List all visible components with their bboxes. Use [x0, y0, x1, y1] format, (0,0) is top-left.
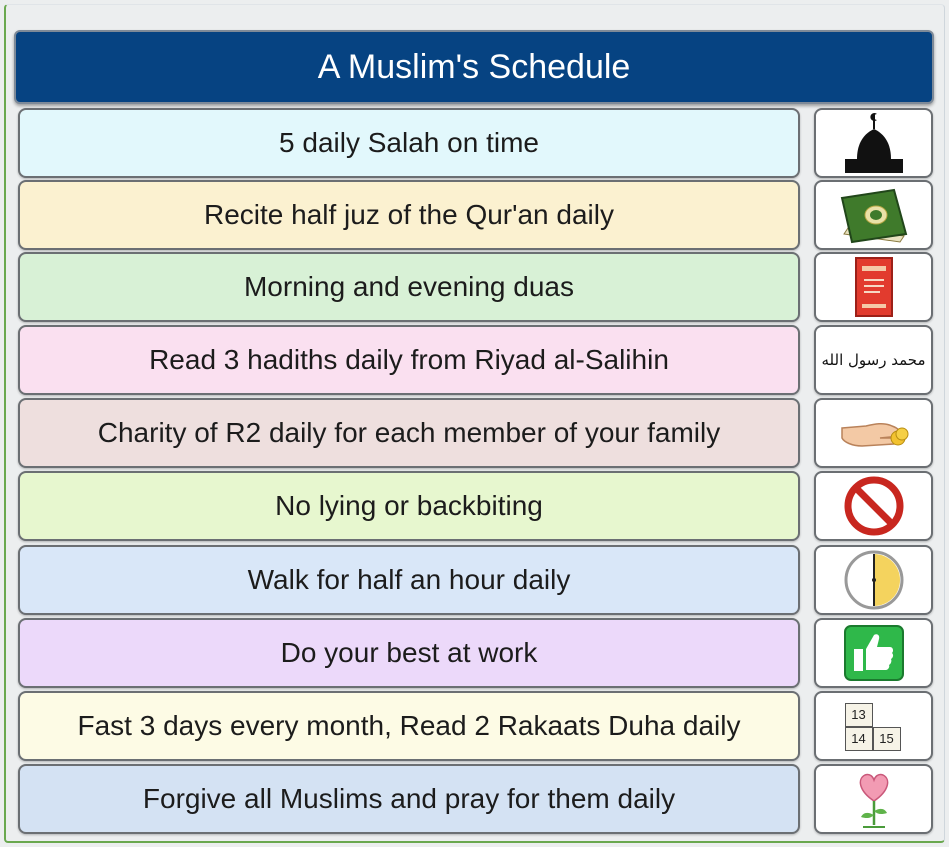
schedule-item-walk: Walk for half an hour daily: [18, 545, 800, 615]
schedule-icon-no-lying: [814, 471, 933, 541]
calligraphy-icon: محمد رسول الله: [821, 351, 926, 369]
schedule-icon-fast: [814, 691, 933, 761]
thumbs-up-icon: [842, 623, 906, 683]
calendar-day: 13: [845, 703, 873, 727]
schedule-item-salah: 5 daily Salah on time: [18, 108, 800, 178]
page-title: A Muslim's Schedule: [14, 30, 934, 104]
dua-book-icon: [850, 254, 898, 320]
schedule-icon-forgive: [814, 764, 933, 834]
giving-hand-icon: [836, 408, 912, 458]
schedule-item-hadiths: Read 3 hadiths daily from Riyad al-Salihin: [18, 325, 800, 395]
schedule-icon-quran: [814, 180, 933, 250]
schedule-icon-duas: [814, 252, 933, 322]
prohibited-icon: [842, 474, 906, 538]
calendar-icon: [841, 699, 907, 753]
schedule-icon-work: [814, 618, 933, 688]
schedule-item-charity: Charity of R2 daily for each member of your family: [18, 398, 800, 468]
schedule-item-no-lying: No lying or backbiting: [18, 471, 800, 541]
schedule-item-forgive: Forgive all Muslims and pray for them daily: [18, 764, 800, 834]
schedule-icon-hadiths: [814, 325, 933, 395]
quran-book-icon: [838, 184, 910, 246]
schedule-item-quran: Recite half juz of the Qur'an daily: [18, 180, 800, 250]
calendar-day: 14: [845, 727, 873, 751]
schedule-icon-salah: [814, 108, 933, 178]
calendar-day: 15: [873, 727, 901, 751]
mosque-dome-icon: [839, 111, 909, 175]
clock-icon: [842, 548, 906, 612]
schedule-item-work: Do your best at work: [18, 618, 800, 688]
heart-flower-icon: [849, 767, 899, 831]
schedule-item-duas: Morning and evening duas: [18, 252, 800, 322]
schedule-item-fast: Fast 3 days every month, Read 2 Rakaats Duha daily: [18, 691, 800, 761]
schedule-icon-charity: [814, 398, 933, 468]
schedule-icon-walk: [814, 545, 933, 615]
